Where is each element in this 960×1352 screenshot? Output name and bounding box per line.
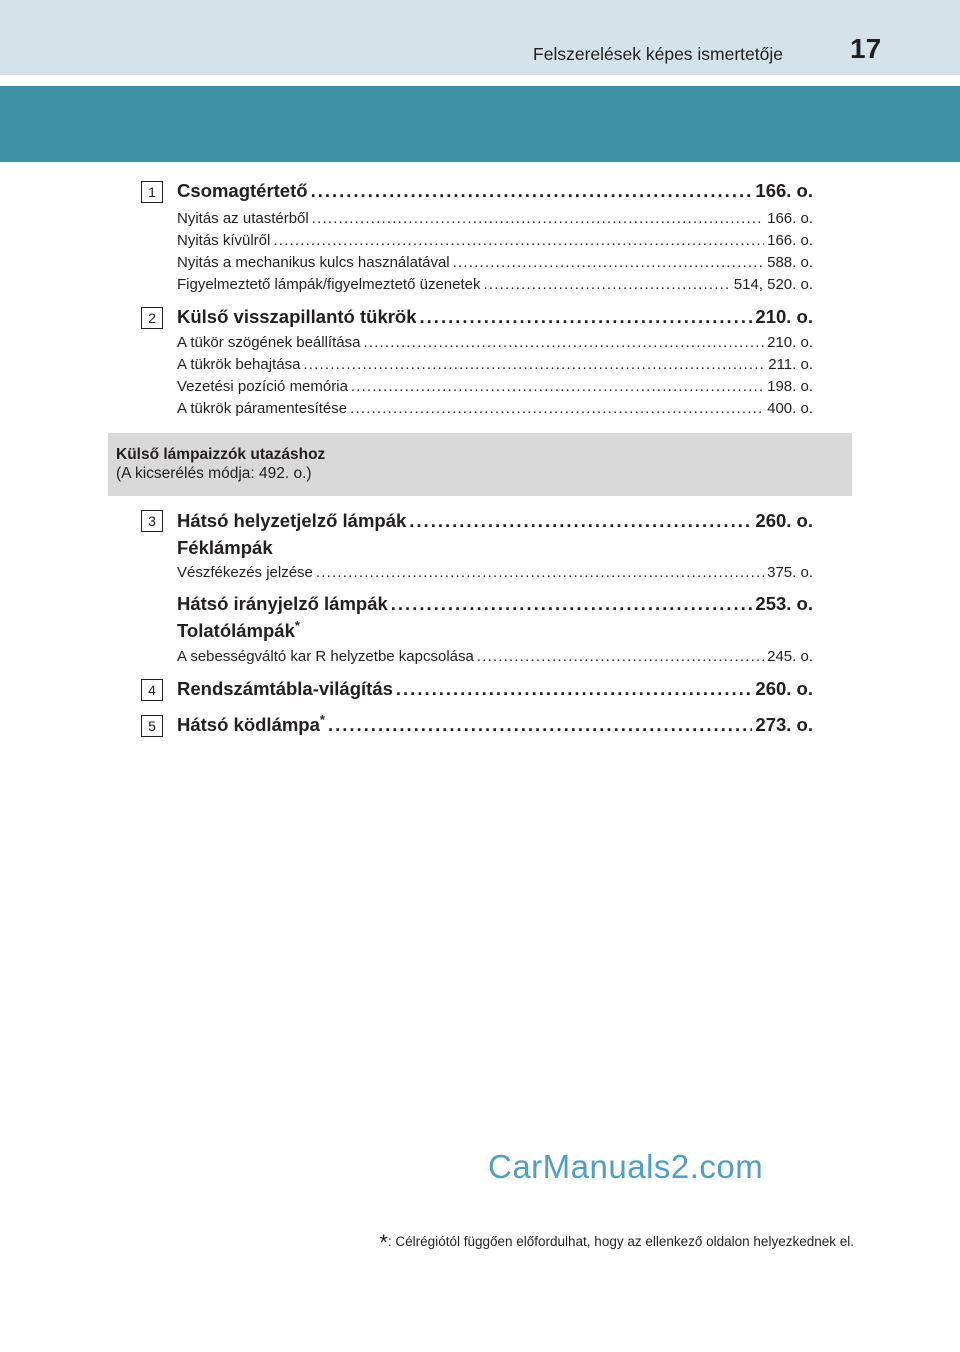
- reverse-lights-heading: [177, 617, 300, 642]
- entry-page-ref[interactable]: 166. o.: [767, 210, 813, 227]
- entry-label: Nyitás kívülről: [177, 232, 271, 249]
- entry-label: A tükör szögének beállítása: [177, 334, 361, 351]
- entry-label-with-asterisk: [177, 711, 325, 736]
- dot-leader: [409, 510, 752, 532]
- toc-entry-sub[interactable]: [177, 400, 813, 417]
- dot-leader: [316, 564, 764, 581]
- item-number-badge: 1: [141, 181, 163, 203]
- entry-page-ref[interactable]: 400. o.: [767, 400, 813, 417]
- dot-leader: [328, 714, 752, 736]
- entry-page-ref[interactable]: 588. o.: [767, 254, 813, 271]
- toc-entry-sub[interactable]: [177, 254, 813, 271]
- entry-label: A tükrök behajtása: [177, 356, 301, 373]
- page-number: 17: [850, 33, 882, 64]
- entry-label: Vezetési pozíció memória: [177, 378, 348, 395]
- dot-leader: [351, 378, 764, 395]
- asterisk-mark: *: [294, 617, 300, 633]
- entry-label: Csomagtértető: [177, 180, 308, 201]
- entry-page-ref[interactable]: 210. o.: [767, 334, 813, 351]
- footnote-text: : Célrégiótól függően előfordulhat, hogy az ellenkező oldalon helyezkednek el.: [387, 1234, 854, 1249]
- entry-page-ref[interactable]: 260. o.: [755, 510, 813, 531]
- footnote-asterisk: *: [379, 1230, 388, 1255]
- toc-entry-sub[interactable]: [177, 276, 813, 293]
- entry-page-ref[interactable]: 273. o.: [755, 714, 813, 735]
- entry-label: A sebességváltó kar R helyzetbe kapcsolása: [177, 648, 474, 665]
- entry-label: Hátsó ködlámpa: [177, 714, 320, 735]
- footnote: [379, 1230, 854, 1256]
- info-box-subtitle: (A kicserélés módja: 492. o.): [116, 465, 312, 482]
- toc-entry-main[interactable]: [177, 678, 813, 700]
- reverse-heading-label: Tolatólámpák: [177, 620, 295, 641]
- toc-entry-main[interactable]: [177, 593, 813, 615]
- chapter-title: Felszerelések képes ismertetője: [533, 44, 783, 64]
- info-box-title: Külső lámpaizzók utazáshoz: [116, 446, 326, 463]
- toc-entry-sub[interactable]: [177, 334, 813, 351]
- entry-page-ref[interactable]: 210. o.: [755, 306, 813, 327]
- dot-leader: [477, 648, 764, 665]
- watermark-text: CarManuals2.com: [488, 1148, 764, 1185]
- dot-leader: [273, 232, 764, 249]
- dot-leader: [391, 593, 753, 615]
- entry-page-ref[interactable]: 211. o.: [768, 356, 813, 373]
- header-color-band: [0, 86, 960, 162]
- entry-page-ref[interactable]: 260. o.: [755, 678, 813, 699]
- toc-entry-sub[interactable]: [177, 378, 813, 395]
- entry-page-ref[interactable]: 166. o.: [767, 232, 813, 249]
- toc-entry-main[interactable]: [177, 180, 813, 202]
- entry-label: Hátsó helyzetjelző lámpák: [177, 510, 407, 531]
- entry-label: Nyitás a mechanikus kulcs használatával: [177, 254, 450, 271]
- entry-label: Rendszámtábla-világítás: [177, 678, 393, 699]
- entry-label: Nyitás az utastérből: [177, 210, 309, 227]
- item-number-badge: 3: [141, 510, 163, 532]
- entry-label: A tükrök páramentesítése: [177, 400, 348, 417]
- entry-page-ref[interactable]: 514, 520. o.: [733, 276, 813, 293]
- toc-entry-sub[interactable]: [177, 648, 813, 665]
- toc-entry-sub[interactable]: [177, 356, 813, 373]
- brake-lights-heading: Féklámpák: [177, 537, 273, 558]
- entry-page-ref[interactable]: 253. o.: [755, 593, 813, 614]
- toc-entry-sub[interactable]: [177, 232, 813, 249]
- dot-leader: [453, 254, 764, 271]
- dot-leader: [303, 356, 765, 373]
- entry-label: Hátsó irányjelző lámpák: [177, 593, 388, 614]
- entry-page-ref[interactable]: 245. o.: [767, 648, 813, 665]
- toc-entry-main[interactable]: [177, 306, 813, 328]
- entry-label: Figyelmeztető lámpák/figyelmeztető üzenetek: [177, 276, 481, 293]
- header-top-bar: [0, 0, 960, 75]
- item-number-badge: 4: [141, 679, 163, 701]
- toc-entry-sub[interactable]: [177, 564, 813, 581]
- entry-page-ref[interactable]: 198. o.: [767, 378, 813, 395]
- dot-leader: [363, 334, 764, 351]
- dot-leader: [396, 678, 753, 700]
- dot-leader: [350, 400, 764, 417]
- item-number-badge: 5: [141, 715, 163, 737]
- asterisk-mark: *: [319, 711, 325, 727]
- entry-label: Külső visszapillantó tükrök: [177, 306, 417, 327]
- entry-label: Vészfékezés jelzése: [177, 564, 313, 581]
- item-number-badge: 2: [141, 307, 163, 329]
- toc-entry-main[interactable]: [177, 711, 813, 736]
- dot-leader: [311, 180, 753, 202]
- entry-page-ref[interactable]: 375. o.: [767, 564, 813, 581]
- dot-leader: [312, 210, 764, 227]
- dot-leader: [483, 276, 730, 293]
- toc-entry-main[interactable]: [177, 510, 813, 532]
- toc-entry-sub[interactable]: [177, 210, 813, 227]
- entry-page-ref[interactable]: 166. o.: [755, 180, 813, 201]
- dot-leader: [420, 306, 753, 328]
- info-box: [108, 433, 852, 496]
